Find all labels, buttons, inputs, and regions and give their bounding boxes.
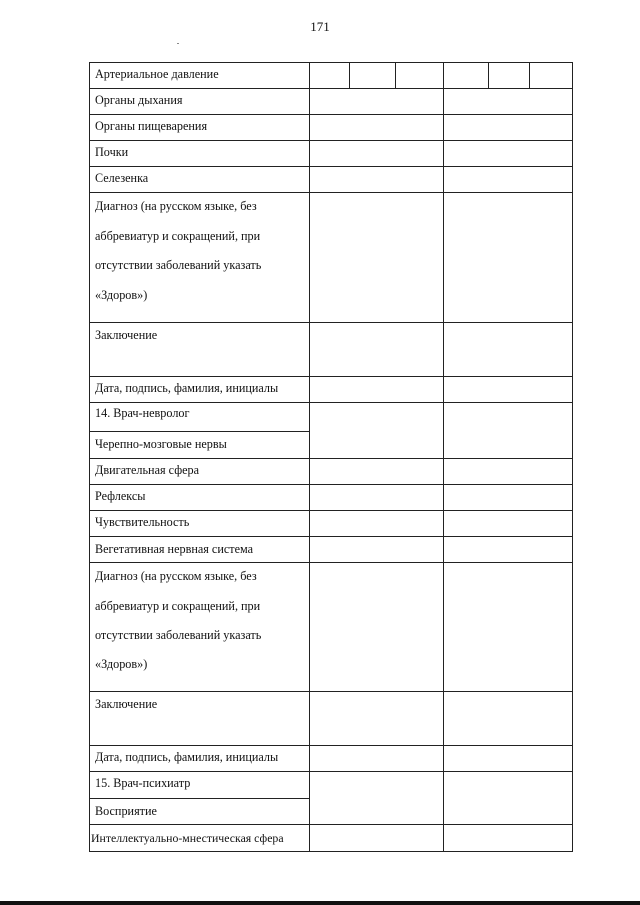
row-line	[89, 851, 573, 852]
page-number: 171	[310, 19, 330, 34]
row-line	[89, 431, 309, 432]
column-line	[488, 62, 489, 88]
row-line	[89, 510, 573, 511]
row-line	[89, 140, 573, 141]
row-label: Дата, подпись, фамилия, инициалы	[95, 381, 279, 395]
scan-bottom-edge	[0, 901, 640, 905]
row-label: Селезенка	[95, 171, 149, 185]
diagnosis-label-line: «Здоров»)	[95, 288, 148, 302]
row-label: Заключение	[95, 697, 158, 711]
row-label: Вегетативная нервная система	[95, 542, 254, 556]
column-line	[89, 62, 90, 852]
row-line	[89, 484, 573, 485]
row-line	[89, 114, 573, 115]
diagnosis-label-line: отсутствии заболеваний указать	[95, 258, 262, 272]
row-line	[89, 798, 309, 799]
row-line	[89, 536, 573, 537]
row-line	[89, 824, 573, 825]
row-line	[89, 88, 573, 89]
row-label: Артериальное давление	[95, 67, 219, 81]
column-line	[529, 62, 530, 88]
row-line	[89, 691, 573, 692]
row-line	[89, 192, 573, 193]
row-label: Органы пищеварения	[95, 119, 208, 133]
row-label: Рефлексы	[95, 489, 146, 503]
row-label: Органы дыхания	[95, 93, 183, 107]
diagnosis-label-line: отсутствии заболеваний указать	[95, 628, 262, 642]
row-label: Дата, подпись, фамилия, инициалы	[95, 750, 279, 764]
row-line	[89, 402, 573, 403]
section-heading: 15. Врач-психиатр	[95, 776, 191, 790]
row-label: Заключение	[95, 328, 158, 342]
column-line	[309, 62, 310, 852]
row-line	[89, 376, 573, 377]
row-label: Чувствительность	[95, 515, 190, 529]
column-line	[349, 62, 350, 88]
section-heading: 14. Врач-невролог	[95, 406, 190, 420]
column-line	[572, 62, 573, 852]
row-label: Интеллектуально-мнестическая сфера	[91, 831, 284, 845]
row-line	[89, 771, 573, 772]
diagnosis-label-line: «Здоров»)	[95, 657, 148, 671]
row-label: Почки	[95, 145, 129, 159]
row-line	[89, 745, 573, 746]
row-line	[89, 458, 573, 459]
row-line	[89, 166, 573, 167]
column-line	[395, 62, 396, 88]
diagnosis-label-line: Диагноз (на русском языке, без	[95, 199, 257, 213]
row-line	[89, 62, 573, 63]
row-label: Черепно-мозговые нервы	[95, 437, 227, 451]
column-line	[443, 62, 444, 852]
diagnosis-label-line: аббревиатур и сокращений, при	[95, 229, 261, 243]
row-label: Двигательная сфера	[95, 463, 200, 477]
diagnosis-label-line: аббревиатур и сокращений, при	[95, 599, 261, 613]
diagnosis-label-line: Диагноз (на русском языке, без	[95, 569, 257, 583]
row-label: Восприятие	[95, 804, 157, 818]
row-line	[89, 562, 573, 563]
row-line	[89, 322, 573, 323]
